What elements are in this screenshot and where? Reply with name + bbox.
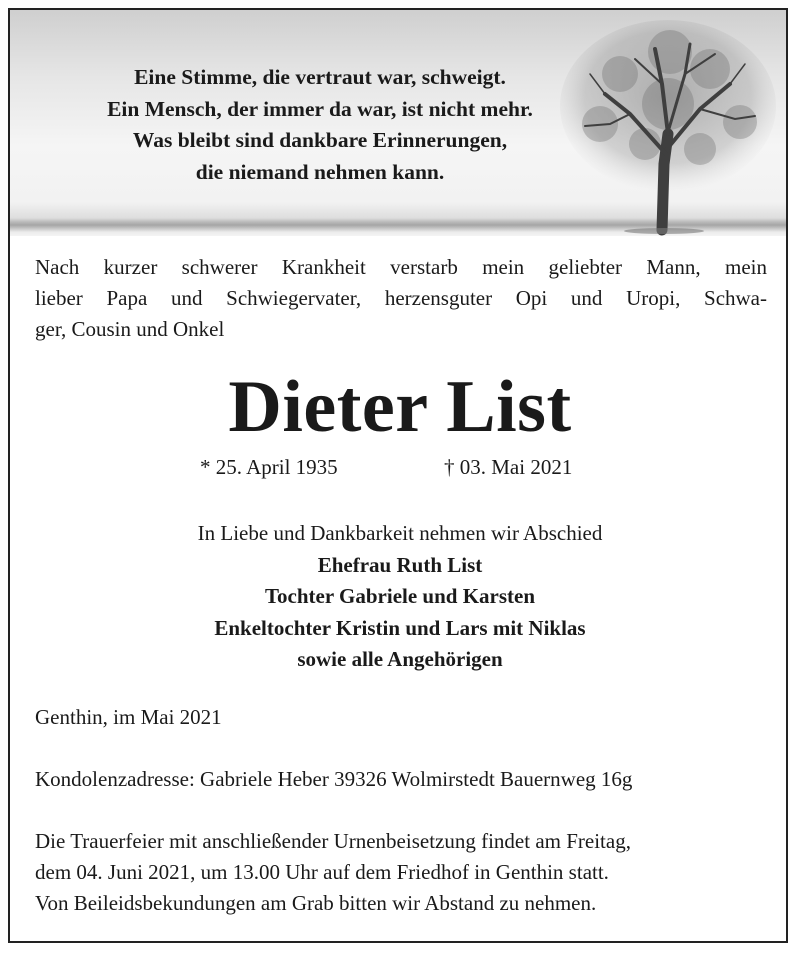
tree-icon: [550, 14, 786, 236]
mourners-block: [0, 518, 800, 676]
poem-line: Eine Stimme, die vertraut war, schweigt.: [134, 65, 506, 89]
intro-line: lieber Papa und Schwiegervater, herzensguter Opi und Uropi, Schwa-: [35, 286, 767, 310]
mourners-intro: In Liebe und Dankbarkeit nehmen wir Abschied: [197, 521, 603, 545]
mourner-name: sowie alle Angehörigen: [297, 647, 503, 671]
intro-text: [35, 252, 767, 345]
header-banner: [10, 10, 786, 236]
intro-line: ger, Cousin und Onkel: [35, 317, 225, 341]
poem: [40, 62, 600, 188]
death-date: † 03. Mai 2021: [444, 455, 573, 479]
intro-line: Nach kurzer schwerer Krankheit verstarb mein geliebter Mann, mein: [35, 255, 767, 279]
mourner-name: Enkeltochter Kristin und Lars mit Niklas: [214, 615, 586, 640]
ceremony-line: Die Trauerfeier mit anschließender Urnenbeisetzung findet am Freitag,: [35, 829, 631, 853]
ceremony-line: dem 04. Juni 2021, um 13.00 Uhr auf dem Friedhof in Genthin statt.: [35, 860, 609, 884]
mourner-name: Tochter Gabriele und Karsten: [264, 584, 536, 608]
birth-date: * 25. April 1935: [200, 455, 338, 479]
mourner-name: Ehefrau Ruth List: [317, 552, 483, 577]
poem-line: die niemand nehmen kann.: [195, 159, 445, 184]
deceased-name: Dieter List: [228, 366, 572, 448]
place-date: Genthin, im Mai 2021: [35, 705, 222, 729]
condolence-address: Kondolenzadresse: Gabriele Heber 39326 Wolmirstedt Bauernweg 16g: [35, 767, 633, 791]
poem-line: Was bleibt sind dankbare Erinnerungen,: [132, 128, 508, 152]
ceremony-info: [35, 826, 631, 919]
ceremony-line: Von Beileidsbekundungen am Grab bitten wir Abstand zu nehmen.: [35, 891, 597, 915]
poem-line: Ein Mensch, der immer da war, ist nicht mehr.: [107, 96, 533, 121]
